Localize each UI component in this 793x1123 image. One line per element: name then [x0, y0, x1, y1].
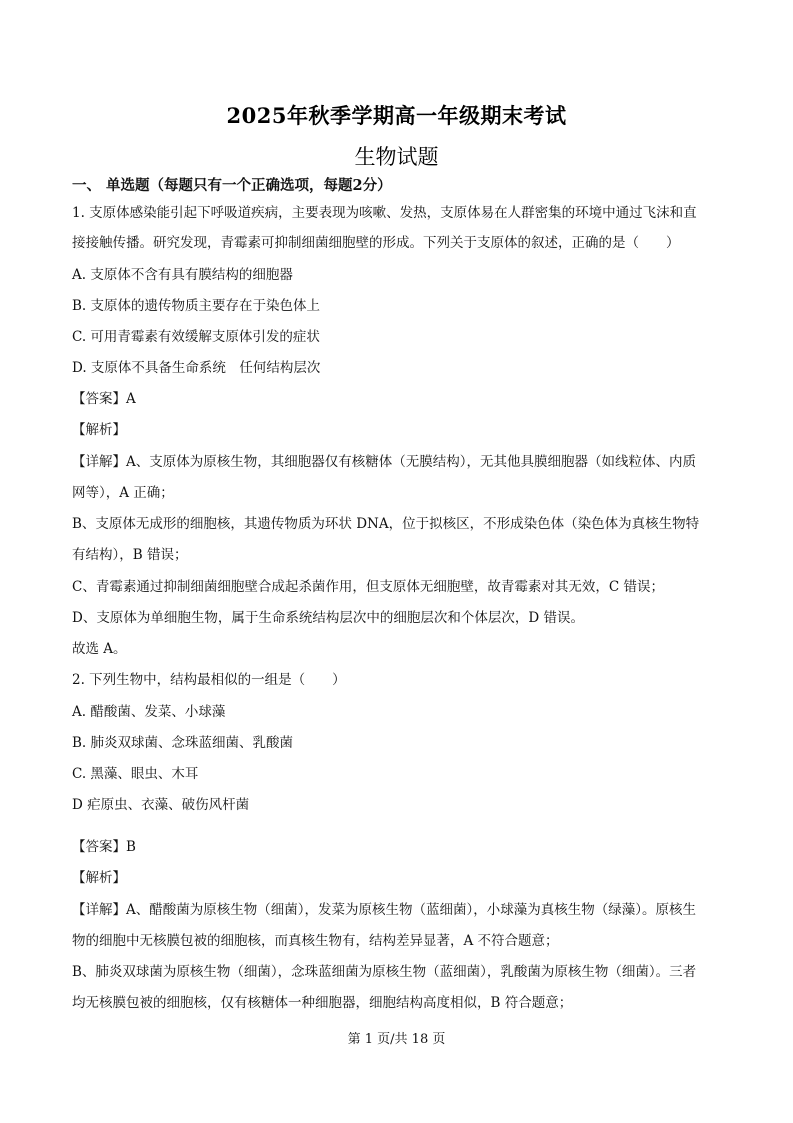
q2-option-b: B. 肺炎双球菌、念珠蓝细菌、乳酸菌 — [72, 735, 294, 751]
q2-detail-3: B、肺炎双球菌为原核生物（细菌），念珠蓝细菌为原核生物（蓝细菌），乳酸菌为原核生物（细菌）。三者 — [72, 964, 697, 980]
page-subtitle: 生物试题 — [354, 145, 439, 169]
q1-detail-2: 网等），A 正确； — [72, 485, 174, 501]
q2-detail-2: 物的细胞中无核膜包被的细胞核，而真核生物有，结构差异显著，A 不符合题意； — [72, 933, 559, 949]
q1-detail-3: B、支原体无成形的细胞核，其遗传物质为环状 DNA，位于拟核区，不形成染色体（染色体为真核生物特 — [72, 516, 700, 532]
q1-analysis-label: 【解析】 — [72, 422, 126, 438]
q1-answer: 【答案】A — [72, 391, 136, 407]
q1-detail-6: D、支原体为单细胞生物，属于生命系统结构层次中的细胞层次和个体层次，D 错误。 — [72, 610, 584, 626]
q1-detail-4: 有结构），B 错误； — [72, 547, 188, 563]
q2-option-a: A. 醋酸菌、发菜、小球藻 — [72, 704, 226, 720]
q1-conclusion: 故选 A。 — [72, 641, 127, 657]
q1-option-c: C. 可用青霉素有效缓解支原体引发的症状 — [72, 329, 320, 345]
q1-stem-line1: 1. 支原体感染能引起下呼吸道疾病，主要表现为咳嗽、发热，支原体易在人群密集的环境中通过飞沫和直 — [72, 205, 697, 221]
page-title: 2025年秋季学期高一年级期末考试 — [226, 103, 567, 128]
q1-option-d: D. 支原体不具备生命系统 任何结构层次 — [72, 360, 321, 376]
q2-option-c: C. 黑藻、眼虫、木耳 — [72, 766, 199, 782]
q2-detail-1: 【详解】A、醋酸菌为原核生物（细菌），发菜为原核生物（蓝细菌），小球藻为真核生物（绿藻）。原核生 — [72, 902, 696, 918]
q2-option-d: D 疟原虫、衣藻、破伤风杆菌 — [72, 797, 250, 813]
q1-option-b: B. 支原体的遗传物质主要存在于染色体上 — [72, 298, 321, 314]
q2-stem: 2. 下列生物中，结构最相似的一组是（ ） — [72, 672, 346, 688]
section-heading: 一、 单选题（每题只有一个正确选项，每题2分） — [72, 177, 392, 194]
q2-analysis-label: 【解析】 — [72, 870, 126, 886]
q1-detail-5: C、青霉素通过抑制细菌细胞壁合成起杀菌作用，但支原体无细胞壁，故青霉素对其无效，C 错误； — [72, 579, 664, 595]
q2-detail-4: 均无核膜包被的细胞核，仅有核糖体一种细胞器，细胞结构高度相似，B 符合题意； — [72, 995, 573, 1011]
page-number: 第 1 页/共 18 页 — [347, 1032, 446, 1047]
q2-answer: 【答案】B — [72, 839, 136, 855]
q1-option-a: A. 支原体不含有具有膜结构的细胞器 — [72, 267, 293, 283]
q1-stem-line2: 接接触传播。研究发现，青霉素可抑制细菌细胞壁的形成。下列关于支原体的叙述，正确的是（ ） — [72, 235, 680, 251]
q1-detail-1: 【详解】A、支原体为原核生物，其细胞器仅有核糖体（无膜结构），无其他具膜细胞器（如线粒体、内质 — [72, 454, 696, 470]
